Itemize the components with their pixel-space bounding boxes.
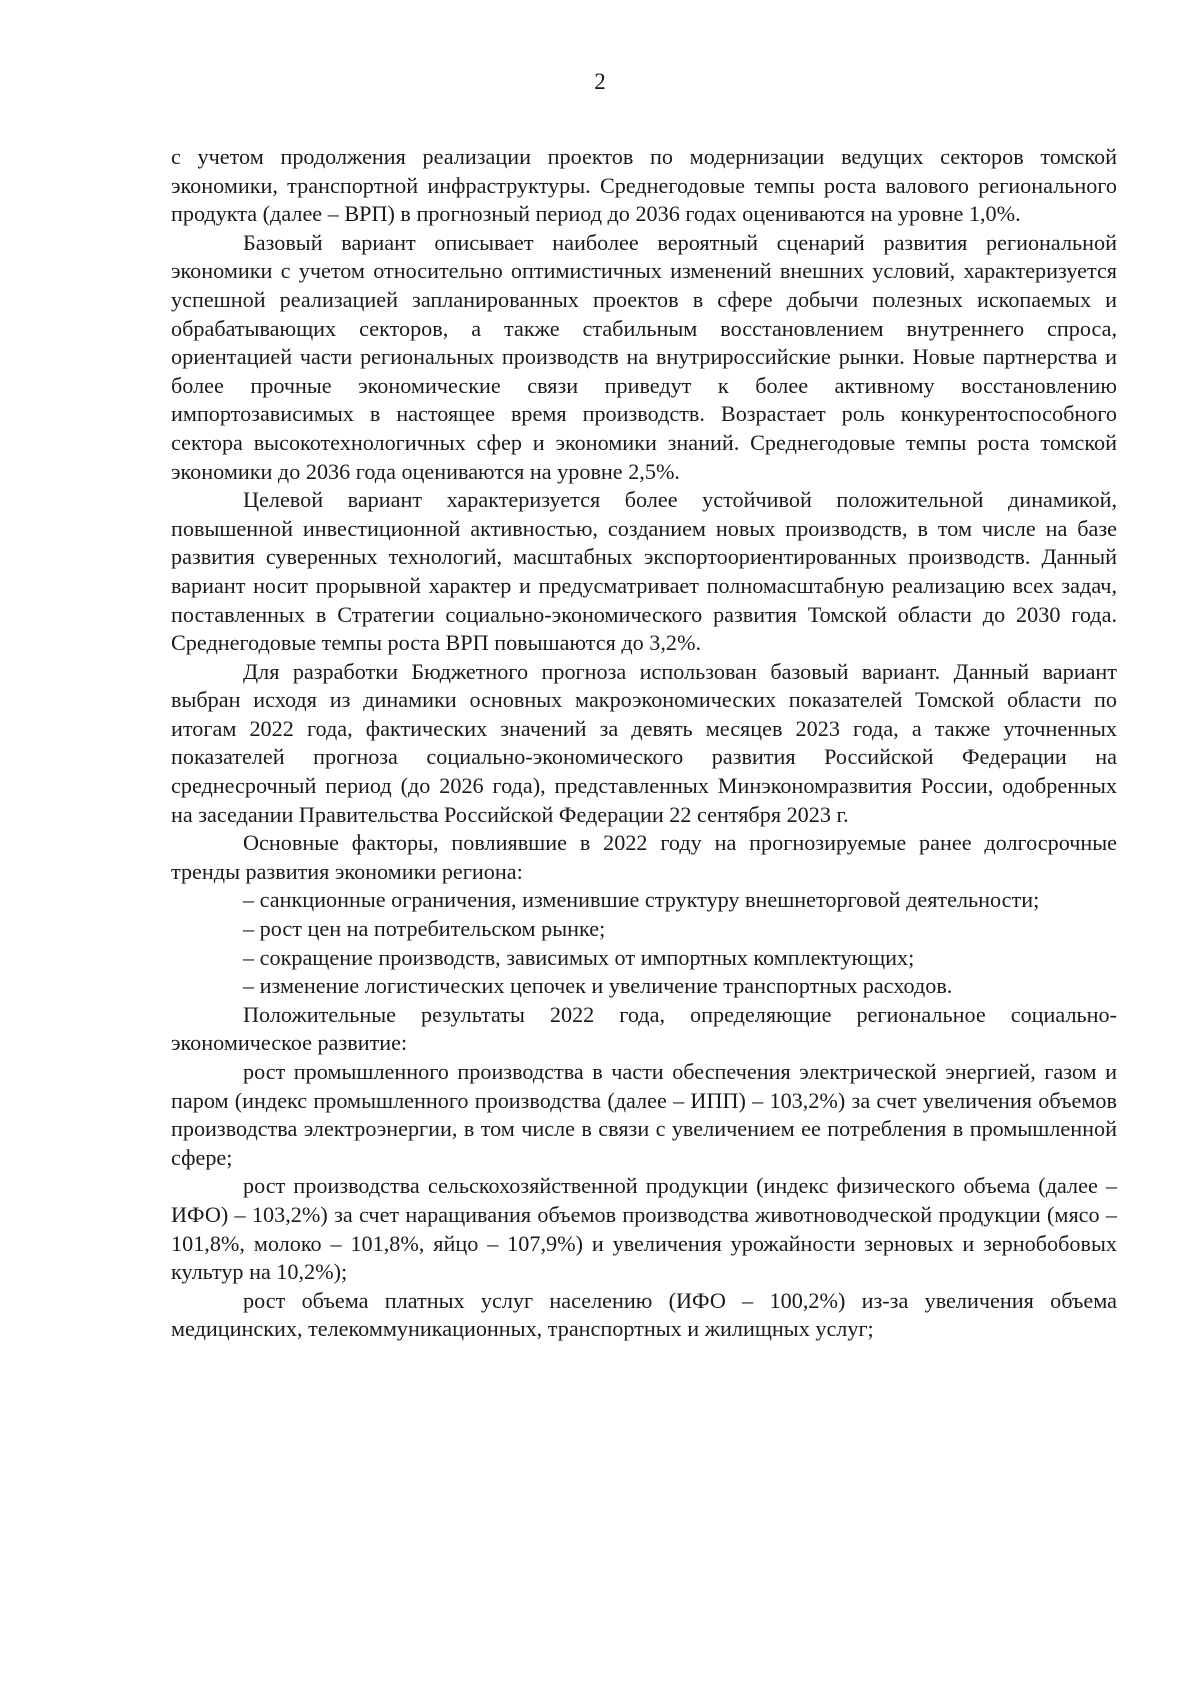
document-body xyxy=(171,143,1117,1344)
paragraph-budget-forecast: Для разработки Бюджетного прогноза использован базовый вариант. Данный вариант выбран исходя из динамики основных макроэкономических показателей Томской области по итогам 2022 года, фактических значений за девять месяцев 2023 года, а также уточненных показателей прогноза социально-экономического развития Российской Федерации на среднесрочный период (до 2026 года), представленных Минэкономразвития России, одобренных на заседании Правительства Российской Федерации 22 сентября 2023 г. xyxy=(171,658,1117,827)
paragraph-positive-results: Положительные результаты 2022 года, определяющие региональное социально-экономическое развитие: xyxy=(171,1001,1117,1056)
paragraph-base-scenario: Базовый вариант описывает наиболее вероятный сценарий развития региональной экономики с учетом относительно оптимистичных изменений внешних условий, характеризуется успешной реализацией запланированных проектов в сфере добычи полезных ископаемых и обрабатывающих секторов, а также стабильным восстановлением внутреннего спроса, ориентацией части региональных производств на внутрироссийские рынки. Новые партнерства и более прочные экономические связи приведут к более активному восстановлению импортозависимых в настоящее время производств. Возрастает роль конкурентоспособного сектора высокотехнологичных сфер и экономики знаний. Среднегодовые темпы роста томской экономики до 2036 года оцениваются на уровне 2,5%. xyxy=(171,229,1117,484)
paragraph-services-growth: рост объема платных услуг населению (ИФО – 100,2%) из-за увеличения объема медицинских, телекоммуникационных, транспортных и жилищных услуг; xyxy=(171,1287,1117,1342)
page-number: 2 xyxy=(594,69,606,94)
paragraph-target-scenario: Целевой вариант характеризуется более устойчивой положительной динамикой, повышенной инвестиционной активностью, созданием новых производств, в том числе на базе развития суверенных технологий, масштабных экспортоориентированных производств. Данный вариант носит прорывной характер и предусматривает полномасштабную реализацию всех задач, поставленных в Стратегии социально-экономического развития Томской области до 2030 года. Среднегодовые темпы роста ВРП повышаются до 3,2%. xyxy=(171,487,1117,656)
paragraph-agriculture-growth: рост производства сельскохозяйственной продукции (индекс физического объема (далее – ИФО) – 103,2%) за счет наращивания объемов производства животноводческой продукции (мясо – 101,8%, молоко – 101,8%, яйцо – 107,9%) и увеличения урожайности зерновых и зернобобовых культур на 10,2%); xyxy=(171,1173,1117,1285)
paragraph-industrial-growth: рост промышленного производства в части обеспечения электрической энергией, газом и паром (индекс промышленного производства (далее – ИПП) – 103,2%) за счет увеличения объемов производства электроэнергии, в том числе в связи с увеличением ее потребления в промышленной сфере; xyxy=(171,1059,1117,1170)
list-item-sanctions: – санкционные ограничения, изменившие структуру внешнеторговой деятельности; xyxy=(243,887,1040,913)
list-item-logistics: – изменение логистических цепочек и увеличение транспортных расходов. xyxy=(243,973,953,999)
paragraph-main-factors: Основные факторы, повлиявшие в 2022 году на прогнозируемые ранее долгосрочные тренды развития экономики региона: xyxy=(171,830,1117,884)
list-item-production-cut: – сокращение производств, зависимых от импортных комплектующих; xyxy=(243,944,915,970)
paragraph-continuation: с учетом продолжения реализации проектов по модернизации ведущих секторов томской экономики, транспортной инфраструктуры. Среднегодовые темпы роста валового регионального продукта (далее – ВРП) в прогнозный период до 2036 годах оцениваются на уровне 1,0%. xyxy=(171,144,1117,227)
list-item-prices: – рост цен на потребительском рынке; xyxy=(243,916,606,942)
